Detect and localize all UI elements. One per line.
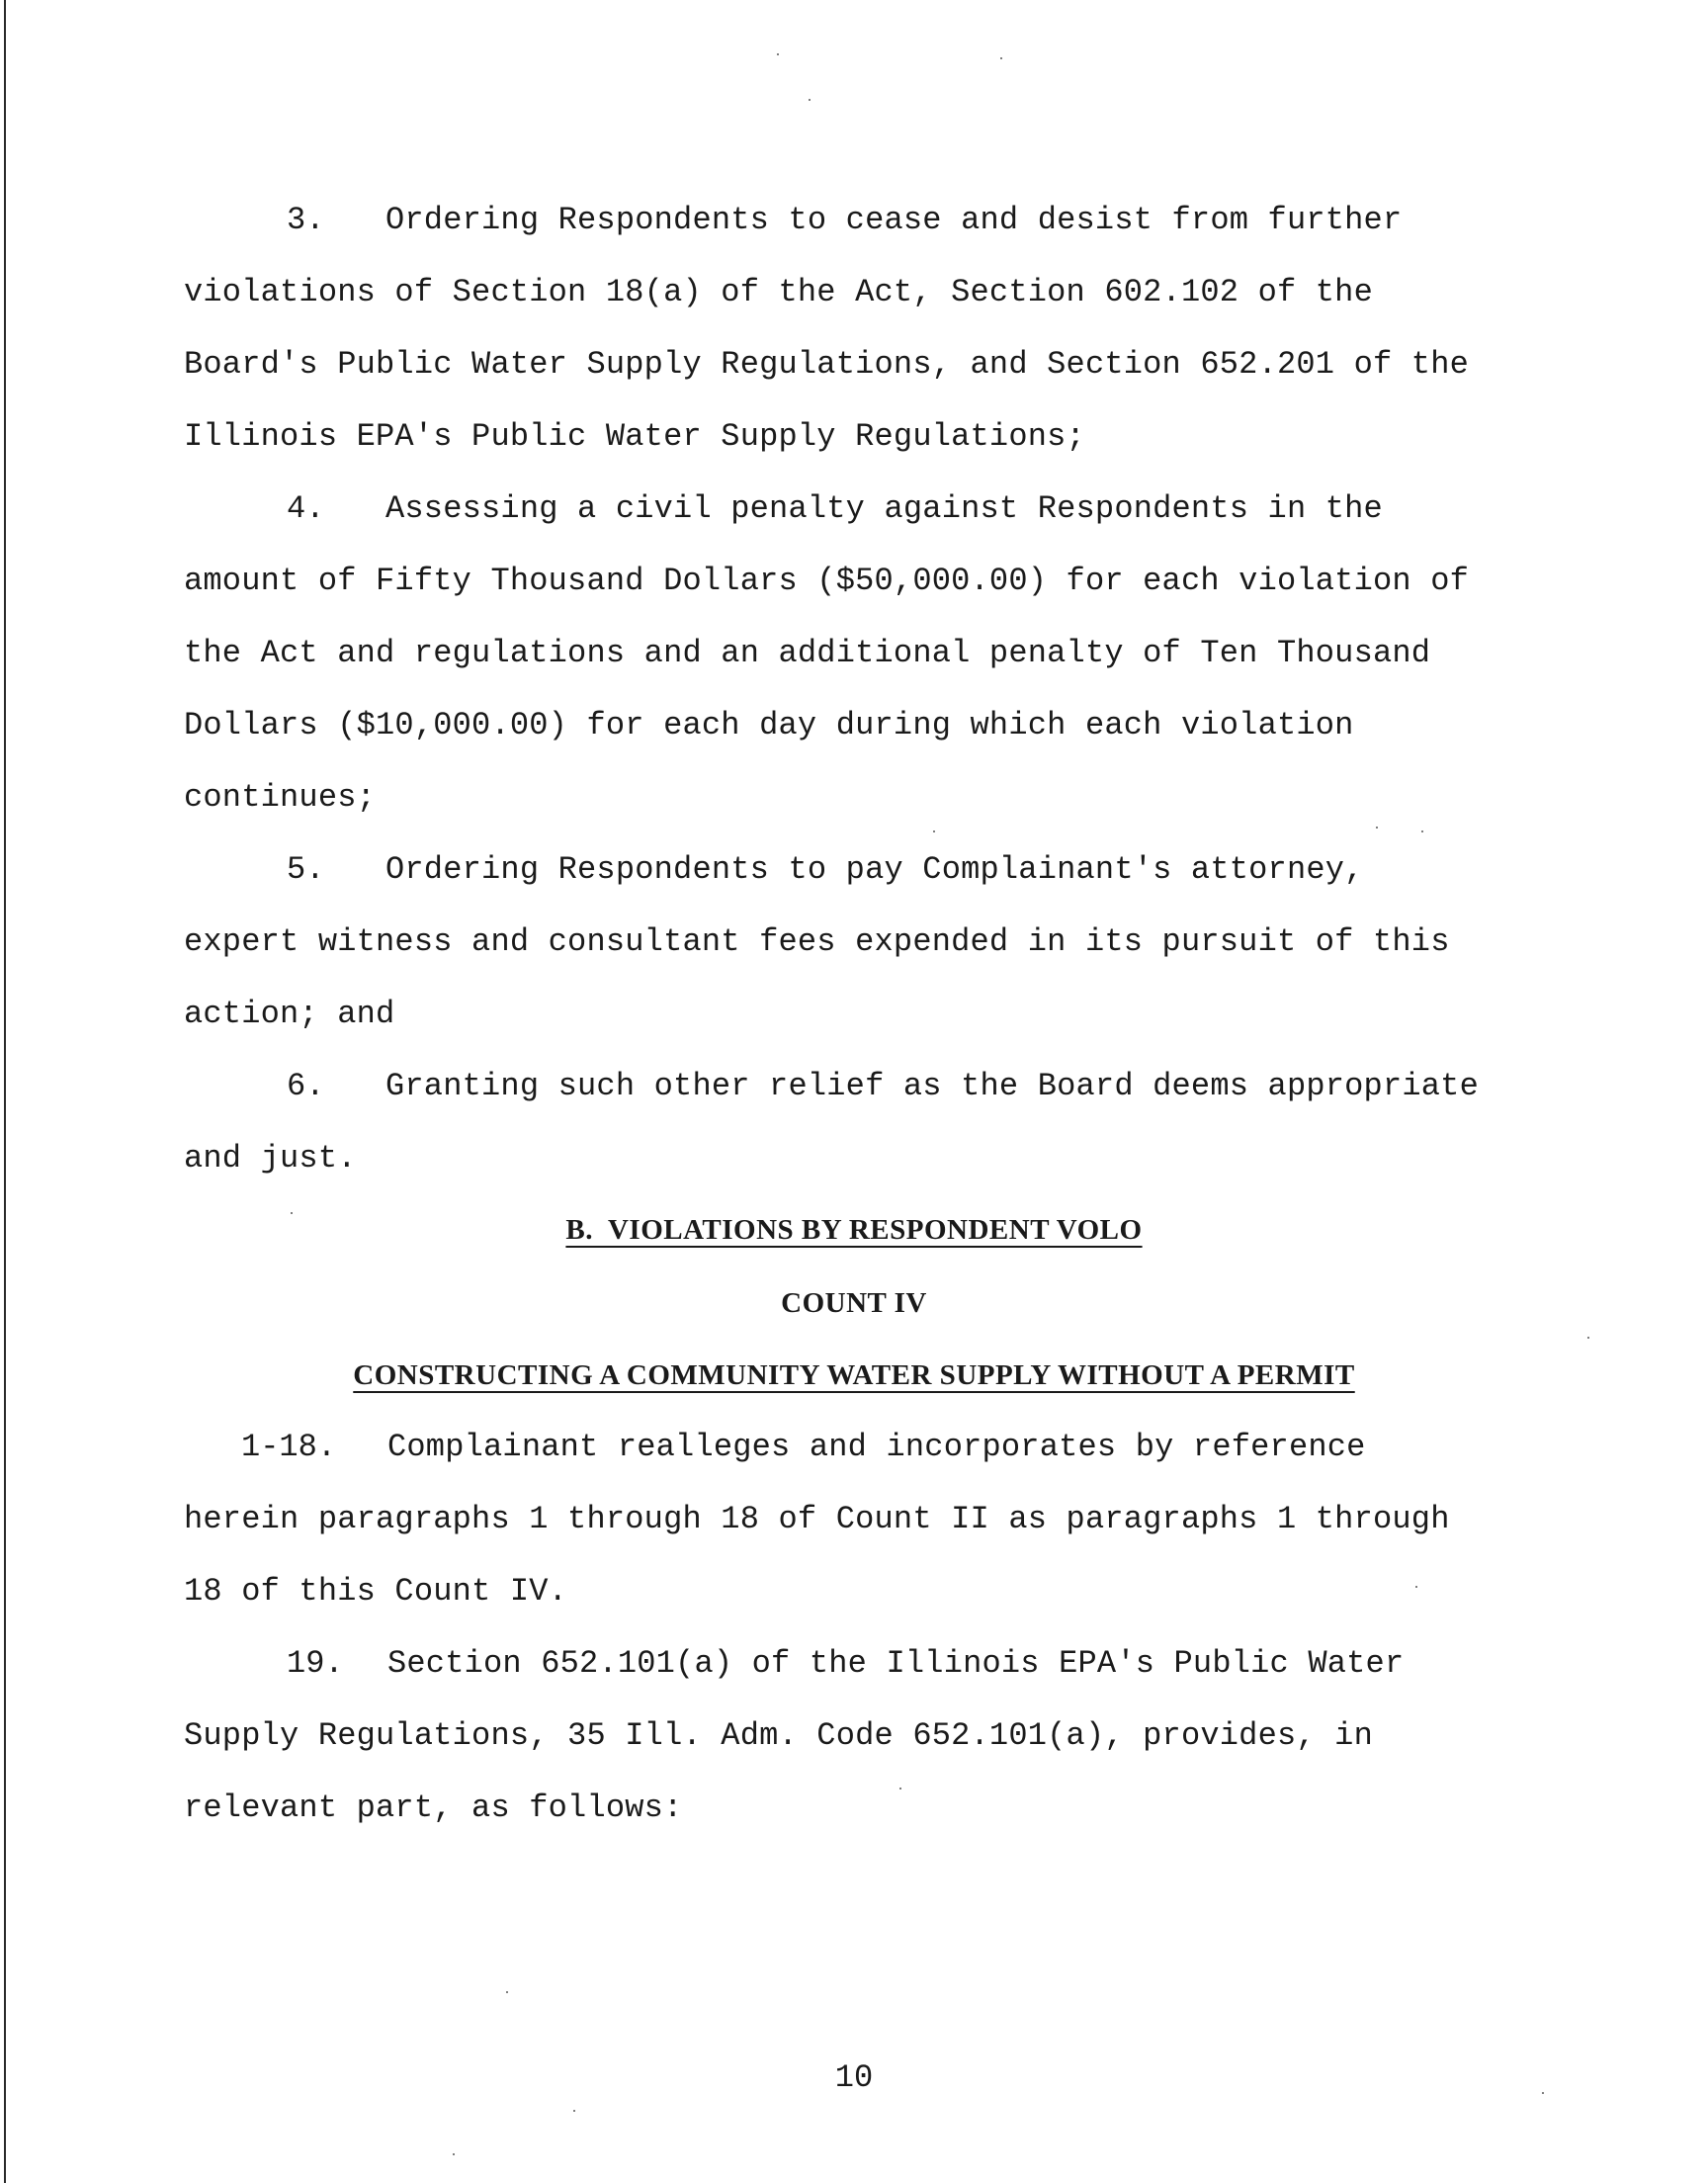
- scan-speck: [777, 53, 779, 55]
- count-heading-text: COUNT IV: [781, 1287, 927, 1319]
- paragraph-number: 6.: [287, 1068, 325, 1104]
- paragraph-text-line: Illinois EPA's Public Water Supply Regulations;: [184, 418, 1085, 455]
- paragraph-text-line: relevant part, as follows:: [184, 1790, 683, 1826]
- scan-speck: [899, 1788, 901, 1790]
- paragraph-text-line: action; and: [184, 996, 395, 1032]
- paragraph-text-line: violations of Section 18(a) of the Act, Section 602.102 of the: [184, 274, 1373, 310]
- paragraph-text-line: Section 652.101(a) of the Illinois EPA's Public Water: [387, 1645, 1405, 1682]
- page-number: 10: [834, 2059, 874, 2096]
- paragraph-text-line: 18 of this Count IV.: [184, 1573, 568, 1610]
- paragraph-number: 19.: [287, 1645, 344, 1682]
- scan-speck: [1000, 57, 1002, 59]
- paragraph-text-line: Supply Regulations, 35 Ill. Adm. Code 652.101(a), provides, in: [184, 1717, 1373, 1754]
- paragraph-text-line: herein paragraphs 1 through 18 of Count II as paragraphs 1 through: [184, 1501, 1450, 1537]
- count-title-text: CONSTRUCTING A COMMUNITY WATER SUPPLY WITHOUT A PERMIT: [353, 1359, 1355, 1391]
- paragraph-text-line: Complainant realleges and incorporates by reference: [387, 1429, 1366, 1465]
- paragraph-number: 3.: [287, 202, 325, 238]
- paragraph-text-line: Ordering Respondents to cease and desist from further: [385, 202, 1403, 238]
- paragraph-number: 4.: [287, 490, 325, 527]
- paragraph-text-line: amount of Fifty Thousand Dollars ($50,000.00) for each violation of: [184, 563, 1470, 599]
- scan-speck: [809, 99, 811, 101]
- scan-speck: [1587, 1337, 1589, 1339]
- section-heading-text: B. VIOLATIONS BY RESPONDENT VOLO: [565, 1214, 1143, 1246]
- scan-speck: [933, 830, 935, 832]
- scan-speck: [506, 1991, 508, 1993]
- count-title-heading: [0, 1355, 1708, 1395]
- section-heading: [0, 1210, 1708, 1250]
- scan-speck: [573, 2110, 575, 2112]
- paragraph-text-line: Dollars ($10,000.00) for each day during which each violation: [184, 707, 1354, 743]
- paragraph-text-line: the Act and regulations and an additional penalty of Ten Thousand: [184, 635, 1431, 671]
- scan-speck: [1376, 827, 1378, 829]
- paragraph-number: 5.: [287, 851, 325, 888]
- paragraph-text-line: Assessing a civil penalty against Respondents in the: [385, 490, 1383, 527]
- scan-speck: [1415, 1586, 1417, 1588]
- paragraph-text-line: Board's Public Water Supply Regulations, and Section 652.201 of the: [184, 346, 1470, 383]
- paragraph-text-line: expert witness and consultant fees expended in its pursuit of this: [184, 923, 1450, 960]
- count-heading: [0, 1283, 1708, 1323]
- scan-speck: [453, 2153, 455, 2155]
- paragraph-text-line: continues;: [184, 779, 377, 816]
- paragraph-number: 1-18.: [241, 1429, 337, 1465]
- paragraph-text-line: Ordering Respondents to pay Complainant's attorney,: [385, 851, 1364, 888]
- scan-speck: [1421, 830, 1423, 832]
- scan-edge-line: [4, 0, 6, 2183]
- paragraph-text-line: Granting such other relief as the Board deems appropriate: [385, 1068, 1479, 1104]
- paragraph-text-line: and just.: [184, 1140, 357, 1177]
